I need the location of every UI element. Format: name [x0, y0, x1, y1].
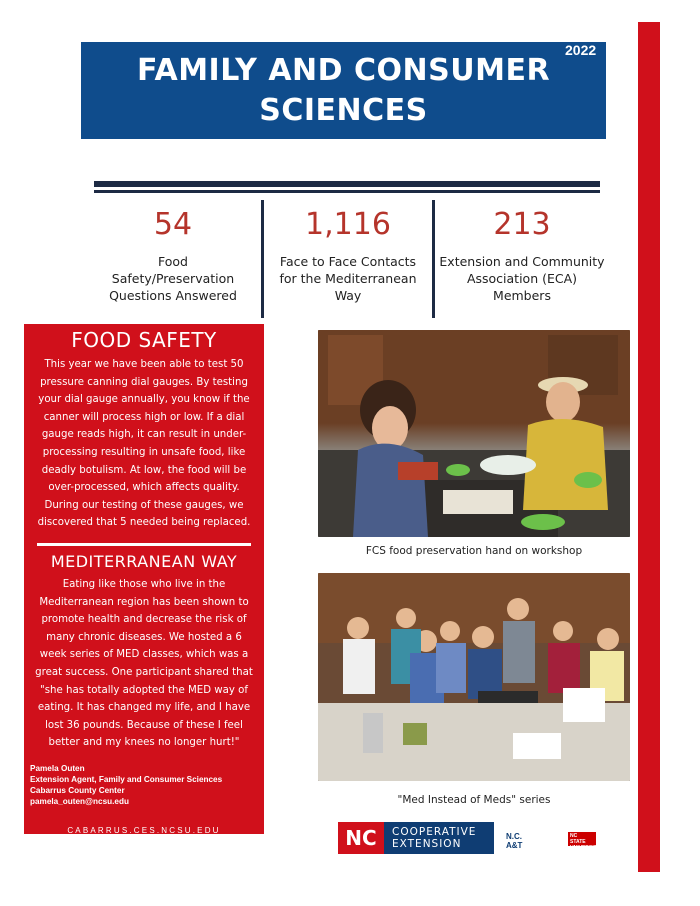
- title-banner: [81, 42, 606, 139]
- contact-block: [30, 763, 230, 807]
- stat-eca-members: [437, 203, 607, 304]
- mediterranean-heading: MEDITERRANEAN WAY: [50, 552, 238, 571]
- workshop-photo-illustration: [318, 330, 630, 537]
- food-safety-heading: FOOD SAFETY: [71, 328, 217, 352]
- nc-logo-text: [384, 826, 476, 850]
- stat-label: Face to Face Contacts for the Mediterranean Way: [279, 254, 417, 303]
- stat-value: 1,116: [305, 207, 391, 242]
- stat-label: Extension and Community Association (ECA) Members: [439, 254, 605, 303]
- nc-logo-line2: EXTENSION: [392, 838, 462, 850]
- med-class-photo-caption: "Med Instead of Meds" series: [397, 794, 551, 806]
- stat-contacts: [263, 203, 433, 304]
- divider-rule: [94, 190, 600, 193]
- nc-logo-line1: COOPERATIVE: [392, 826, 477, 838]
- nc-aandt-logo: N.C. A&T: [506, 832, 523, 850]
- stat-food-safety: [88, 203, 258, 304]
- stat-label: Food Safety/Preservation Questions Answered: [109, 254, 237, 303]
- right-accent-bar: [638, 22, 660, 872]
- contact-email[interactable]: pamela_outen@ncsu.edu: [30, 797, 129, 806]
- mediterranean-body: Eating like those who live in the Mediterranean region has been shown to promote health and decrease the risk of many chronic diseases. We hosted a 6 week series of MED classes, which was a great success. One participant shared that "she has totally adopted the MED way of eating. It has changed my life, and I have lost 36 pounds. Because of these I feel better and my knees no longer hurt!": [35, 579, 253, 749]
- workshop-photo-caption: FCS food preservation hand on workshop: [365, 545, 583, 557]
- contact-title: Extension Agent, Family and Consumer Sciences: [30, 775, 223, 784]
- year-label: 2022: [565, 42, 597, 58]
- divider-rule: [94, 181, 600, 187]
- nc-mark: NC: [338, 822, 384, 854]
- panel-divider: [37, 543, 251, 546]
- website-link[interactable]: CABARRUS.CES.NCSU.EDU: [67, 826, 221, 835]
- page-title: FAMILY AND CONSUMER SCIENCES: [136, 52, 551, 128]
- med-class-photo: [318, 573, 630, 781]
- med-class-photo-illustration: [318, 573, 630, 781]
- workshop-photo: [318, 330, 630, 537]
- food-safety-heading-wrap: [24, 328, 264, 352]
- nc-state-logo: NC STATE UNIVERSITY: [570, 833, 601, 851]
- contact-center: Cabarrus County Center: [30, 786, 125, 795]
- stat-divider: [432, 200, 435, 318]
- story-panel: [24, 324, 264, 834]
- food-safety-body: This year we have been able to test 50 pressure canning dial gauges. By testing your dial gauge annually, you know if the canner will process high or low. If a dial gauge reads high, it can result in under-processing resulting in unsafe food, like deadly botulism. At low, the food will be over-processed, which affects quality. During our testing of these gauges, we discovered that 5 needed being replaced.: [37, 359, 251, 529]
- nc-cooperative-extension-logo: [338, 822, 494, 854]
- contact-name: Pamela Outen: [30, 764, 85, 773]
- stat-value: 213: [493, 207, 551, 242]
- stat-value: 54: [153, 207, 193, 242]
- mediterranean-heading-wrap: [24, 552, 264, 571]
